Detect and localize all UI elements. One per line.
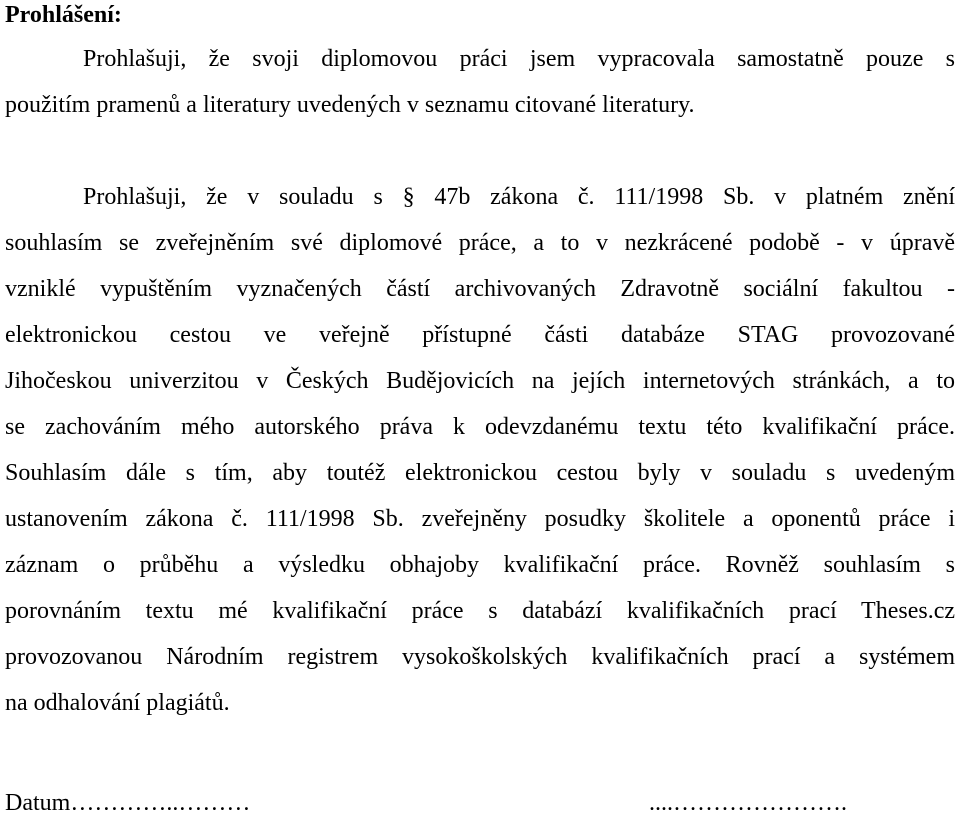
paragraph-2-line-4: elektronickou cestou ve veřejně přístupné části databáze STAG provozované <box>5 322 955 348</box>
paragraph-2-line-7: Souhlasím dále s tím, aby toutéž elektronickou cestou byly v souladu s uvedeným <box>5 460 955 486</box>
paragraph-2-line-3: vzniklé vypuštěním vyznačených částí archivovaných Zdravotně sociální fakultou - <box>5 276 955 302</box>
paragraph-2-line-11: provozovanou Národním registrem vysokoškolských kvalifikačních prací a systémem <box>5 644 955 670</box>
page-heading: Prohlášení: <box>5 2 122 28</box>
paragraph-2-line-5: Jihočeskou univerzitou v Českých Budějovicích na jejích internetových stránkách, a to <box>5 368 955 394</box>
date-field: Datum…………..……… <box>5 790 251 816</box>
paragraph-1-line-1: Prohlašuji, že svoji diplomovou práci jsem vypracovala samostatně pouze s <box>83 46 955 72</box>
paragraph-2-line-9: záznam o průběhu a výsledku obhajoby kvalifikační práce. Rovněž souhlasím s <box>5 552 955 578</box>
paragraph-2-line-8: ustanovením zákona č. 111/1998 Sb. zveřejněny posudky školitele a oponentů práce i <box>5 506 955 532</box>
paragraph-1-line-2: použitím pramenů a literatury uvedených v seznamu citované literatury. <box>5 92 695 118</box>
paragraph-2-line-2: souhlasím se zveřejněním své diplomové práce, a to v nezkrácené podobě - v úpravě <box>5 230 955 256</box>
paragraph-2-line-12: na odhalování plagiátů. <box>5 690 230 716</box>
paragraph-2-line-1: Prohlašuji, že v souladu s § 47b zákona č. 111/1998 Sb. v platném znění <box>83 184 955 210</box>
paragraph-2-line-6: se zachováním mého autorského práva k odevzdanému textu této kvalifikační práce. <box>5 414 955 440</box>
signature-line: ....…………………. <box>649 790 847 816</box>
paragraph-2-line-10: porovnáním textu mé kvalifikační práce s databází kvalifikačních prací Theses.cz <box>5 598 955 624</box>
